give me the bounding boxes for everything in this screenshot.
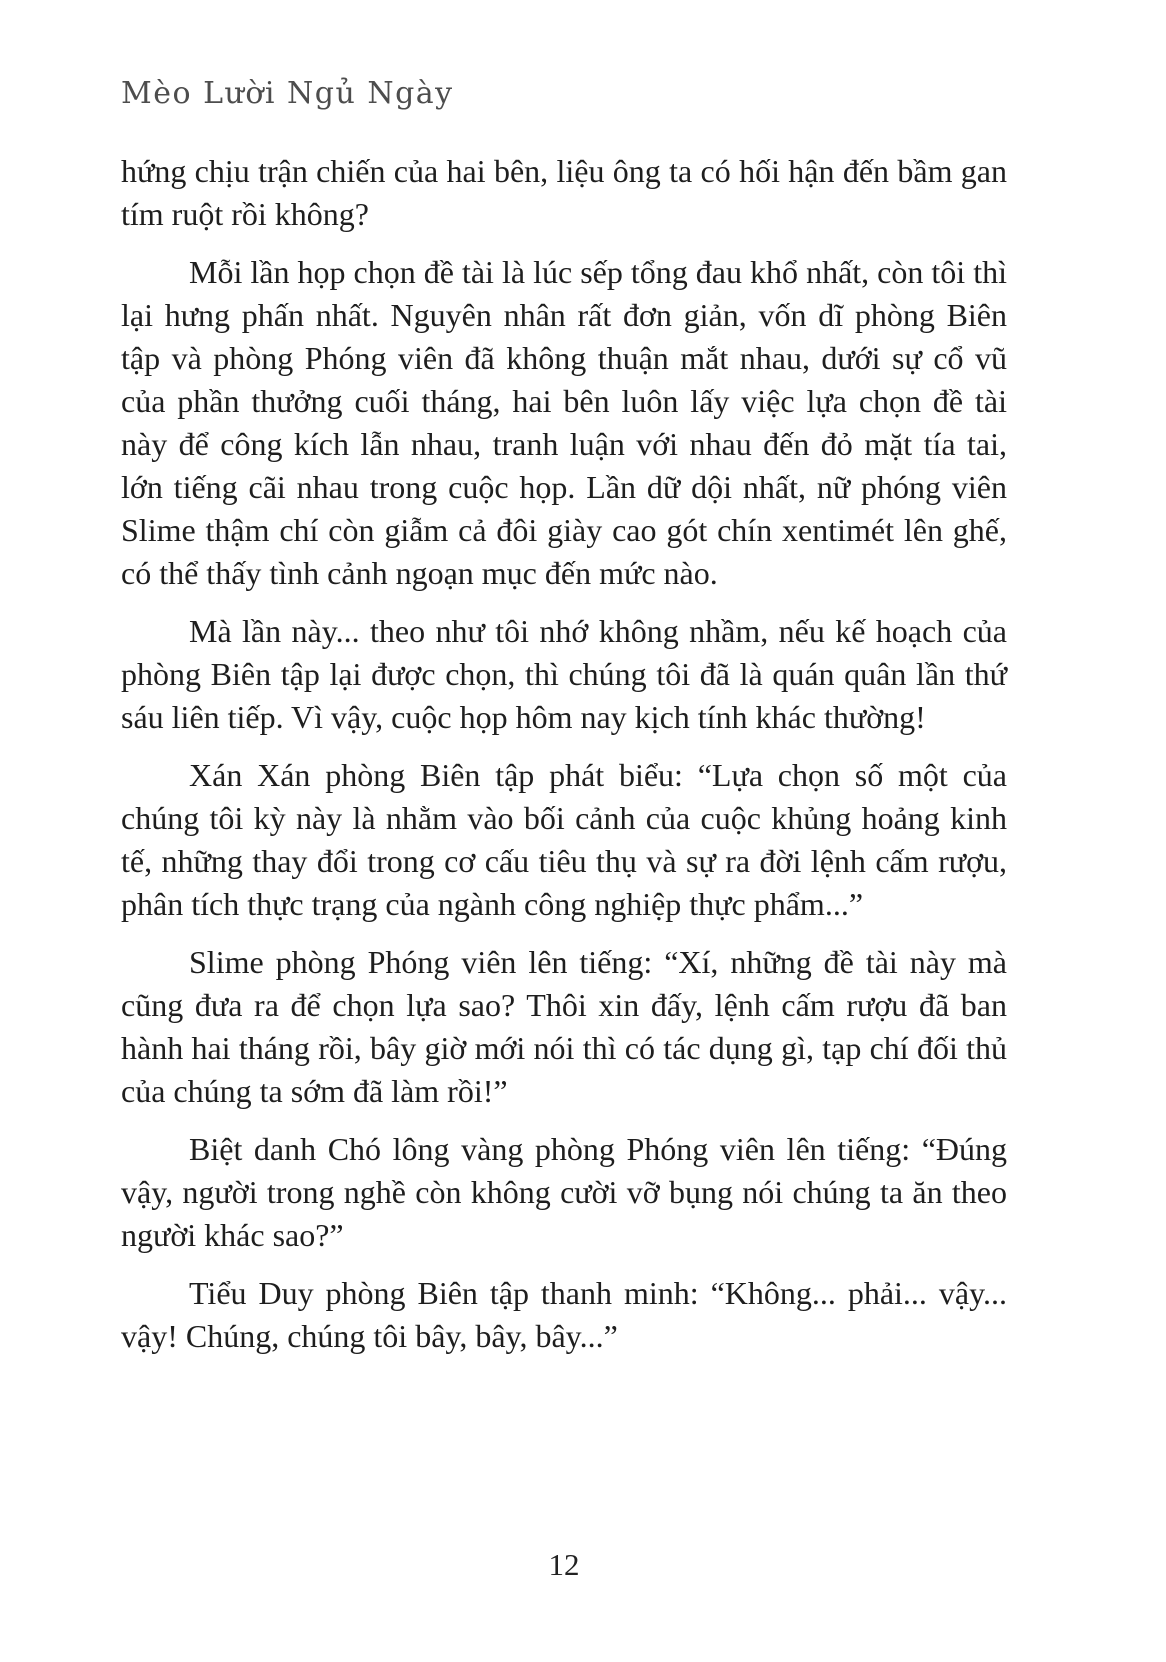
paragraph-continuation: hứng chịu trận chiến của hai bên, liệu ông ta có hối hận đến bầm gan tím ruột rồi không? [121,153,1007,232]
paragraph: Mỗi lần họp chọn đề tài là lúc sếp tổng đau khổ nhất, còn tôi thì lại hưng phấn nhất. Nguyên nhân rất đơn giản, vốn dĩ phòng Biên tập và phòng Phóng viên đã không thuận mắt nhau, dưới sự cổ vũ của phần thưởng cuối tháng, hai bên luôn lấy việc lựa chọn đề tài này để công kích lẫn nhau, tranh luận với nhau đến đỏ mặt tía tai, lớn tiếng cãi nhau trong cuộc họp. Lần dữ dội nhất, nữ phóng viên Slime thậm chí còn giẫm cả đôi giày cao gót chín xentimét lên ghế, có thể thấy tình cảnh ngoạn mục đến mức nào. [121,254,1007,591]
paragraph: Mà lần này... theo như tôi nhớ không nhầm, nếu kế hoạch của phòng Biên tập lại được chọn, thì chúng tôi đã là quán quân lần thứ sáu liên tiếp. Vì vậy, cuộc họp hôm nay kịch tính khác thường! [121,613,1007,735]
paragraph: Slime phòng Phóng viên lên tiếng: “Xí, những đề tài này mà cũng đưa ra để chọn lựa sao? Thôi xin đấy, lệnh cấm rượu đã ban hành hai tháng rồi, bây giờ mới nói thì có tác dụng gì, tạp chí đối thủ của chúng ta sớm đã làm rồi!” [121,944,1007,1109]
paragraph: Xán Xán phòng Biên tập phát biểu: “Lựa chọn số một của chúng tôi kỳ này là nhằm vào bối cảnh của cuộc khủng hoảng kinh tế, những thay đổi trong cơ cấu tiêu thụ và sự ra đời lệnh cấm rượu, phân tích thực trạng của ngành công nghiệp thực phẩm...” [121,757,1007,922]
running-header-title: Mèo Lười Ngủ Ngày [121,76,454,111]
paragraph: Tiểu Duy phòng Biên tập thanh minh: “Không... phải... vậy... vậy! Chúng, chúng tôi bây, bây, bây...” [121,1275,1007,1354]
page-number: 12 [548,1547,580,1582]
paragraph: Biệt danh Chó lông vàng phòng Phóng viên lên tiếng: “Đúng vậy, người trong nghề còn không cười vỡ bụng nói chúng ta ăn theo người khác sao?” [121,1131,1007,1253]
body-text [121,150,1007,1373]
